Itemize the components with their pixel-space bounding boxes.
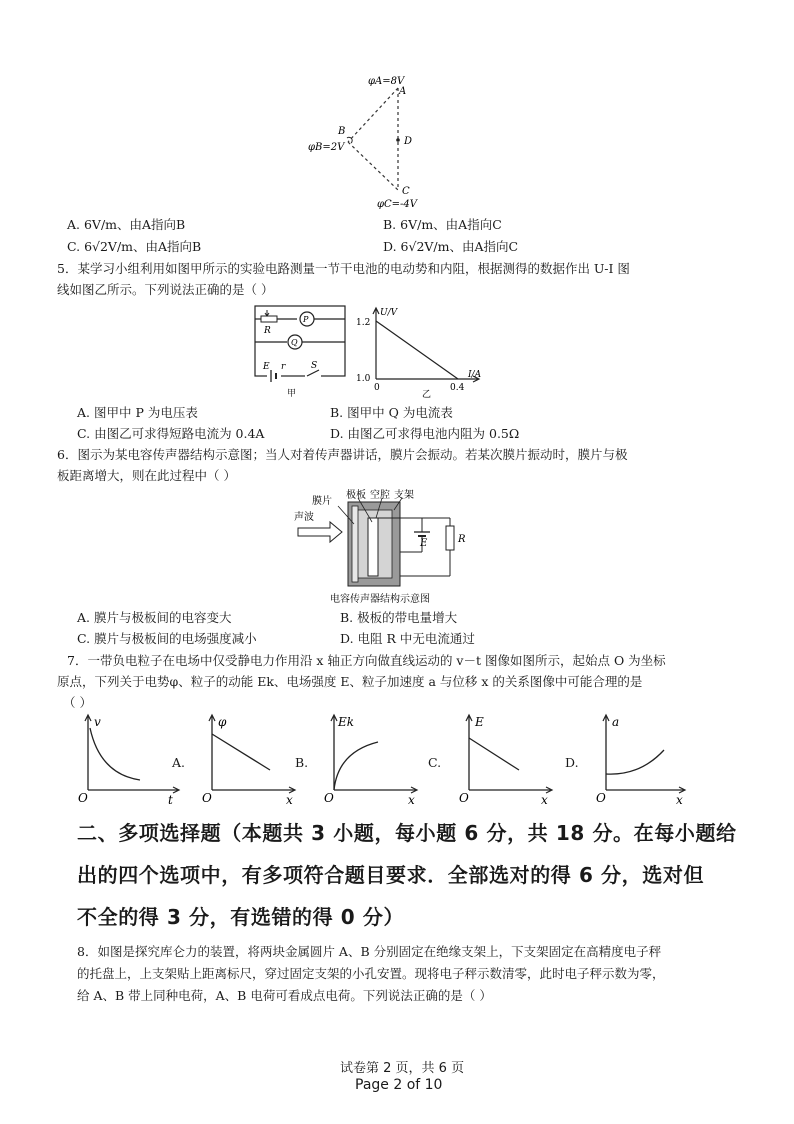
point-d-dot <box>396 138 400 142</box>
label-point-d: D <box>404 136 413 147</box>
a-origin: O <box>596 791 606 805</box>
section2-line2: 出的四个选项中，有多项符合题目要求．全部选对的得 6 分，选对但 <box>77 863 705 887</box>
e-xlabel: x <box>541 793 548 807</box>
q5-option-c: C. 由图乙可求得短路电流为 0.4A <box>77 426 265 441</box>
label-point-c: C <box>402 186 410 197</box>
q4-option-b: B. 6V/m、由A指向C <box>383 217 502 232</box>
q6-option-b: B. 极板的带电量增大 <box>340 610 458 625</box>
label-phi-b: φB=2V <box>308 142 345 153</box>
q5-option-a: A. 图甲中 P 为电压表 <box>77 405 198 420</box>
phi-ylabel: φ <box>218 715 227 729</box>
label-r: R <box>458 534 466 545</box>
label-plate: 极板 <box>346 490 366 501</box>
ek-origin: O <box>324 791 334 805</box>
plate <box>368 518 378 576</box>
q7-label-c: C. <box>428 755 442 770</box>
ui-xtick: 0.4 <box>450 383 465 393</box>
exam-page-number: 试卷第 2 页，共 6 页 <box>340 1061 465 1076</box>
membrane <box>352 506 358 582</box>
vt-xlabel: t <box>168 793 173 807</box>
a-ylabel: a <box>612 715 620 729</box>
ui-origin: 0 <box>374 383 380 393</box>
ui-ylabel: U/V <box>380 308 398 318</box>
section2-line3: 不全的得 3 分，有选错的得 0 分） <box>77 905 405 929</box>
q4-option-a: A. 6V/m、由A指向B <box>67 217 186 232</box>
label-e: E <box>420 538 428 549</box>
caption-jia: 甲 <box>287 389 297 399</box>
q7-label-d: D. <box>565 755 579 770</box>
q7-graph-ek-x <box>320 712 430 807</box>
caption-mic: 电容传声器结构示意图 <box>330 594 430 605</box>
vt-curve <box>90 728 140 780</box>
label-point-a: A <box>399 86 407 97</box>
q6-option-d: D. 电阻 R 中无电流通过 <box>340 631 475 646</box>
q6-microphone-diagram <box>290 488 480 608</box>
vt-ylabel: v <box>94 715 101 729</box>
resistor-r <box>446 526 454 550</box>
label-r: R <box>264 326 271 336</box>
q7-label-a: A. <box>172 755 186 770</box>
q7-graph-phi-x <box>198 712 308 807</box>
q7-label-b: B. <box>295 755 309 770</box>
q4-option-c: C. 6√2V/m、由A指向B <box>67 239 202 254</box>
q8-line1: 8．如图是探究库仑力的装置，将两块金属圆片 A、B 分别固定在绝缘支架上，下支架固定在高精度电子秤 <box>77 944 662 959</box>
phi-line <box>212 734 270 770</box>
label-p: P <box>303 315 309 324</box>
ek-ylabel: Ek <box>338 715 355 729</box>
label-cavity: 空腔 <box>370 490 390 501</box>
label-e: E <box>263 362 270 372</box>
ek-curve <box>334 742 378 790</box>
ui-line <box>376 321 458 379</box>
q7-stem-line1: 7．一带负电粒子在电场中仅受静电力作用沿 x 轴正方向做直线运动的 v－t 图像如图所示，起始点 O 为坐标 <box>67 653 666 668</box>
label-phi-a: φA=8V <box>368 76 405 87</box>
triangle-side-bc <box>348 142 398 190</box>
q5-stem-line1: 5．某学习小组利用如图甲所示的实验电路测量一节干电池的电动势和内阻，根据测得的数据作出 U-I 图 <box>57 261 630 276</box>
label-sound: 声波 <box>294 512 314 523</box>
q8-line2: 的托盘上，上支架贴上距离标尺，穿过固定支架的小孔安置。现将电子秤示数清零，此时电子秤示数为零， <box>77 966 665 981</box>
q6-stem-line2: 板距离增大，则在此过程中（ ） <box>57 468 236 483</box>
label-phi-c: φC=-4V <box>377 199 417 210</box>
q5-stem-line2: 线如图乙所示。下列说法正确的是（ ） <box>57 282 274 297</box>
q4-option-d: D. 6√2V/m、由A指向C <box>383 239 519 254</box>
ui-ytick-top: 1.2 <box>356 318 371 328</box>
ui-ytick-bottom: 1.0 <box>356 374 371 384</box>
q5-option-d: D. 由图乙可求得电池内阻为 0.5Ω <box>330 426 520 441</box>
q7-stem-line2: 原点，下列关于电势φ、粒子的动能 Ek、电场强度 E、粒子加速度 a 与位移 x 的关系图像中可能合理的是 <box>57 674 643 689</box>
a-xlabel: x <box>676 793 683 807</box>
ek-xlabel: x <box>408 793 415 807</box>
triangle-side-ab <box>348 88 398 142</box>
q5-option-b: B. 图甲中 Q 为电流表 <box>330 405 453 420</box>
q4-triangle-diagram <box>300 70 440 220</box>
a-curve <box>606 750 664 774</box>
caption-yi: 乙 <box>422 390 432 400</box>
rheostat-r <box>261 316 277 322</box>
label-frame: 支架 <box>394 490 414 501</box>
e-line <box>469 738 519 770</box>
e-ylabel: E <box>475 715 484 729</box>
phi-origin: O <box>202 791 212 805</box>
q7-graph-a-x <box>592 712 702 807</box>
phi-xlabel: x <box>286 793 293 807</box>
q5-ui-graph <box>350 305 500 405</box>
vt-origin: O <box>78 791 88 805</box>
label-r-small: r <box>281 362 286 372</box>
label-s: S <box>311 361 318 371</box>
sound-arrow <box>298 522 342 542</box>
q5-circuit-diagram <box>245 300 355 400</box>
pdf-page-number: Page 2 of 10 <box>355 1077 443 1093</box>
q8-line3: 给 A、B 带上同种电荷，A、B 电荷可看成点电荷。下列说法正确的是（ ） <box>77 988 492 1003</box>
label-q: Q <box>291 338 298 347</box>
section2-line1: 二、多项选择题（本题共 3 小题，每小题 6 分，共 18 分。在每小题给 <box>77 821 737 845</box>
q6-option-a: A. 膜片与极板间的电容变大 <box>77 610 232 625</box>
q7-stem-line3: （ ） <box>63 695 92 710</box>
q7-graph-e-x <box>455 712 565 807</box>
label-membrane: 膜片 <box>312 496 332 507</box>
e-origin: O <box>459 791 469 805</box>
q6-option-c: C. 膜片与极板间的电场强度减小 <box>77 631 257 646</box>
label-point-b: B <box>338 126 346 137</box>
ui-xlabel: I/A <box>468 370 482 380</box>
q6-stem-line1: 6．图示为某电容传声器结构示意图；当人对着传声器讲话，膜片会振动。若某次膜片振动时，膜片与极 <box>57 447 628 462</box>
